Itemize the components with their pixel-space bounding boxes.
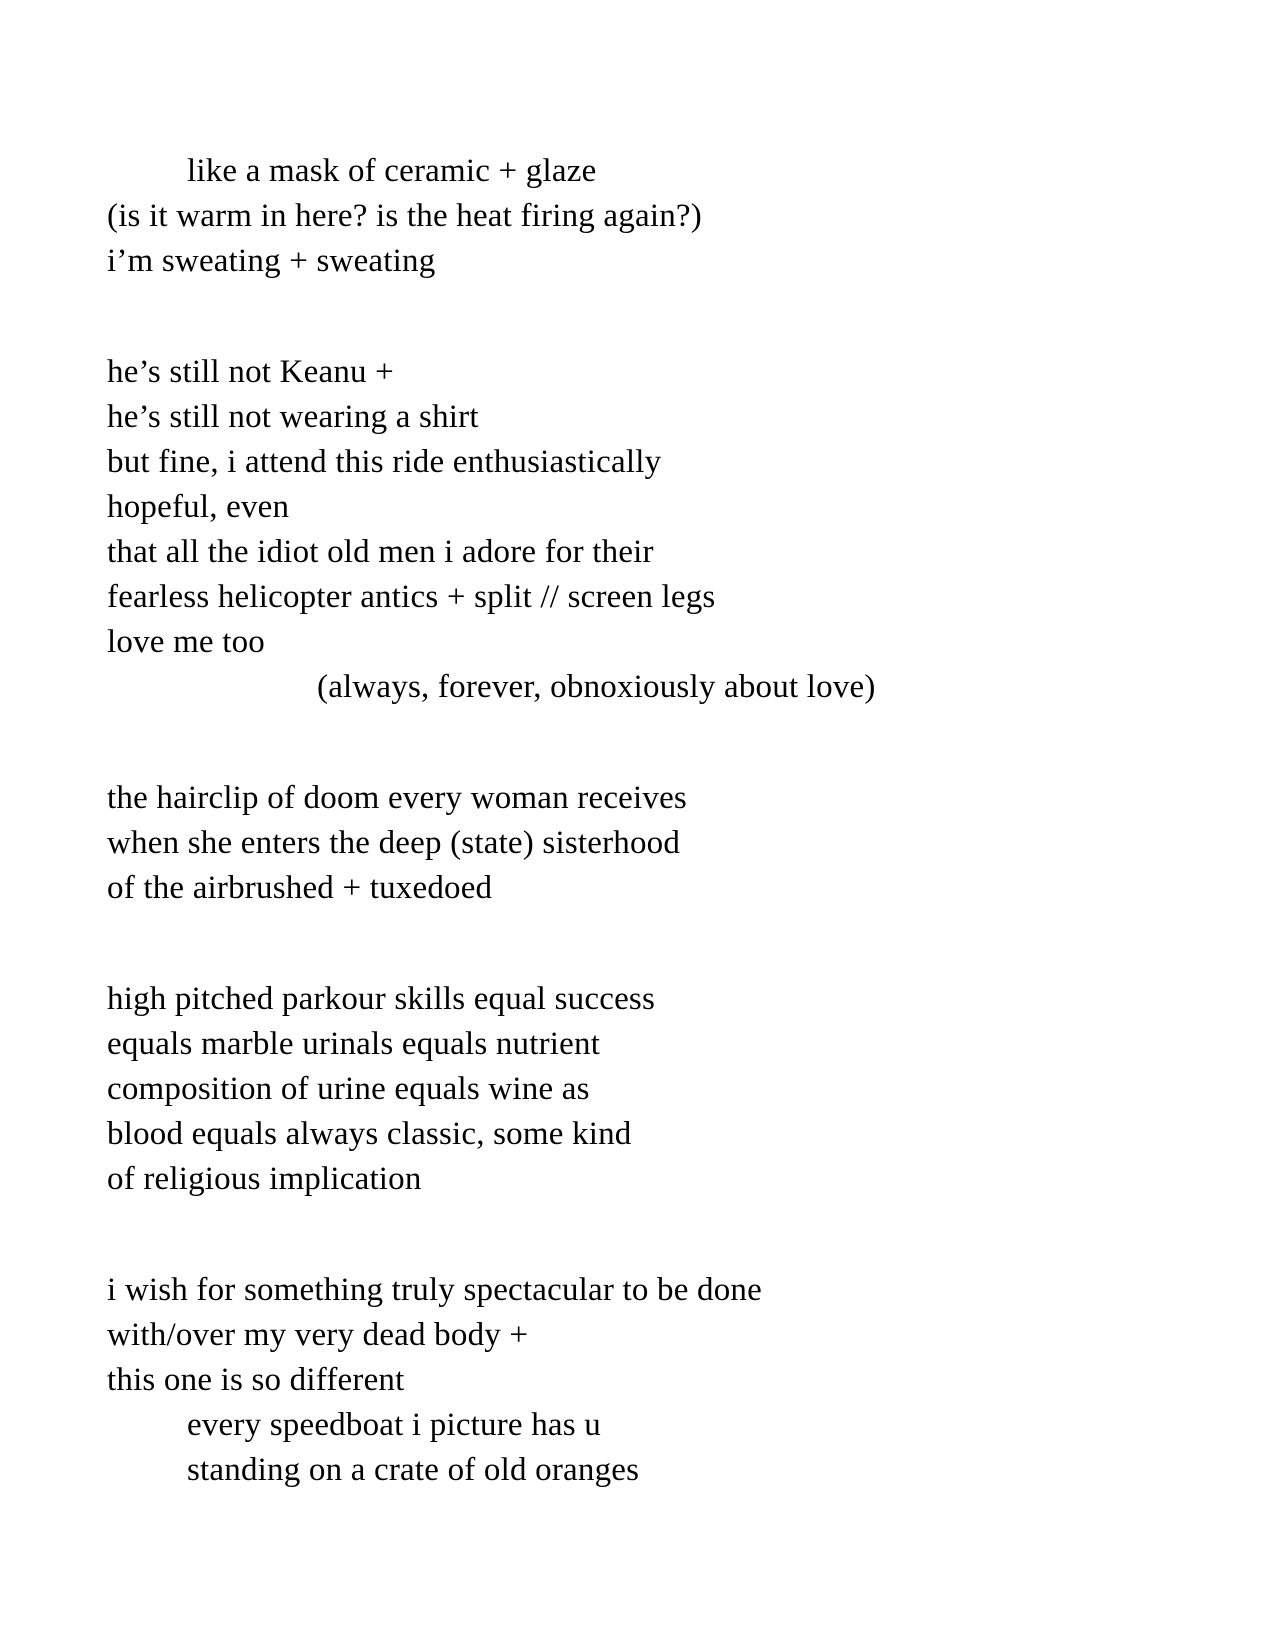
poem-line: composition of urine equals wine as bbox=[107, 1071, 590, 1107]
stanza bbox=[107, 776, 1215, 911]
poem-line: love me too bbox=[107, 624, 265, 660]
poem-line: fearless helicopter antics + split // screen legs bbox=[107, 579, 716, 615]
poem-line: i wish for something truly spectacular to be done bbox=[107, 1272, 762, 1308]
poem-line: he’s still not Keanu + bbox=[107, 354, 394, 390]
stanza bbox=[107, 149, 1215, 284]
poem-line: he’s still not wearing a shirt bbox=[107, 399, 479, 435]
poem-line: that all the idiot old men i adore for their bbox=[107, 534, 654, 570]
poem-line: equals marble urinals equals nutrient bbox=[107, 1026, 601, 1062]
poem-line: (always, forever, obnoxiously about love) bbox=[317, 669, 876, 705]
poem-line: i’m sweating + sweating bbox=[107, 243, 436, 279]
poem-line: this one is so different bbox=[107, 1362, 405, 1398]
poem-line: of religious implication bbox=[107, 1161, 422, 1197]
poem-line: when she enters the deep (state) sisterhood bbox=[107, 825, 681, 861]
poem-line: the hairclip of doom every woman receives bbox=[107, 780, 687, 816]
poem bbox=[107, 149, 1215, 1493]
poem-line: but fine, i attend this ride enthusiastically bbox=[107, 444, 662, 480]
stanza bbox=[107, 350, 1215, 710]
poem-line: (is it warm in here? is the heat firing again?) bbox=[107, 198, 702, 234]
poem-line: hopeful, even bbox=[107, 489, 290, 525]
poem-line: standing on a crate of old oranges bbox=[187, 1452, 640, 1488]
poem-line: high pitched parkour skills equal success bbox=[107, 981, 655, 1017]
poem-line: like a mask of ceramic + glaze bbox=[187, 153, 597, 189]
poem-line: blood equals always classic, some kind bbox=[107, 1116, 632, 1152]
stanza bbox=[107, 1268, 1215, 1493]
poem-line: with/over my very dead body + bbox=[107, 1317, 529, 1353]
poem-line: of the airbrushed + tuxedoed bbox=[107, 870, 493, 906]
poem-line: every speedboat i picture has u bbox=[187, 1407, 601, 1443]
stanza bbox=[107, 977, 1215, 1202]
